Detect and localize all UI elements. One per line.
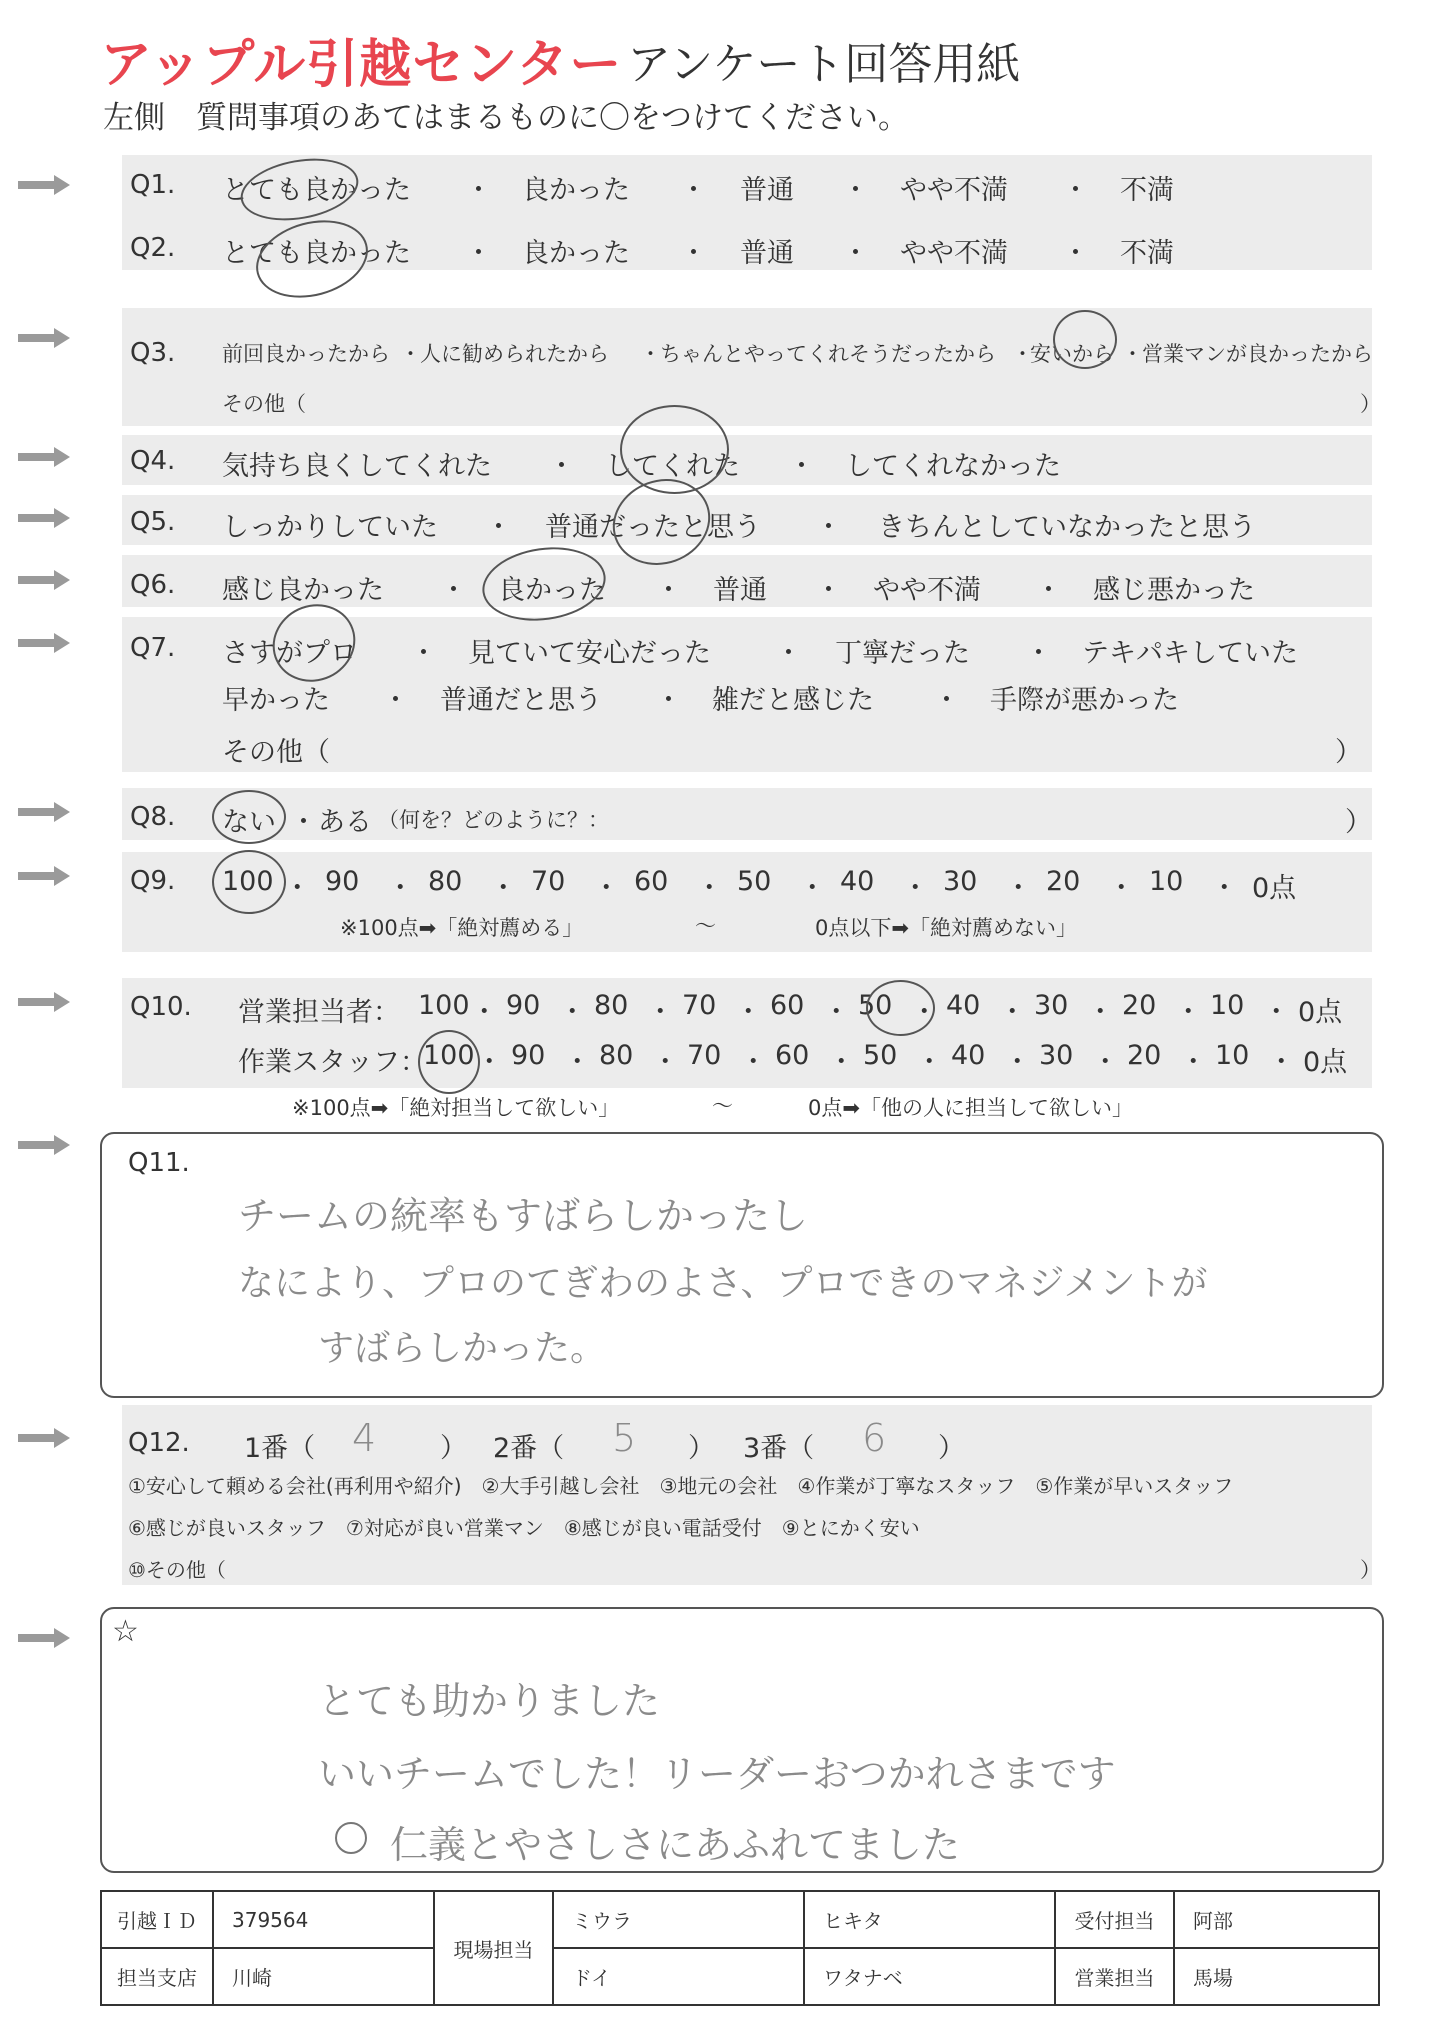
separator-dot: ・ [739,1047,767,1078]
score-option[interactable]: 90 [325,866,360,897]
separator-dot: ・ [910,997,938,1028]
brand-title: アップル引越センター [100,35,623,95]
separator-dot: ・ [815,512,842,543]
q1-option[interactable]: 不満 [1120,175,1174,206]
q6-label: Q6. [130,570,176,600]
q12-second-value[interactable]: 5 [612,1416,637,1460]
score-option[interactable]: 20 [1127,1040,1162,1071]
separator-dot: ・ [1086,997,1114,1028]
arrow-icon [18,866,70,886]
q1-label: Q1. [130,170,176,200]
separator-dot: ・ [901,873,929,904]
separator-dot: ・ [680,175,707,206]
separator-dot: ・ [1179,1047,1207,1078]
q4-option[interactable]: 気持ち良くしてくれた [222,451,492,482]
q3-label: Q3. [130,338,176,368]
q4-option[interactable]: してくれた [605,451,740,482]
q7-option[interactable]: さすがプロ [222,638,357,669]
q11-handwriting-line: すばらしかった。 [318,1328,607,1369]
site-staff-1[interactable]: ミウラ [553,1891,804,1948]
score-option[interactable]: 0点 [1252,873,1297,904]
q11-handwriting-line: なにより、プロのてぎわのよさ、プロできのマネジメントが [238,1263,1208,1304]
score-option[interactable]: 0点 [1303,1047,1348,1078]
score-option[interactable]: 60 [775,1040,810,1071]
q11-handwriting-line: チームの統率もすばらしかったし [238,1194,809,1238]
q7-option[interactable]: 雑だと感じた [712,685,874,716]
bullet-circle-icon [335,1822,367,1854]
q7-label: Q7. [130,633,176,663]
separator-dot: ・ [1003,1047,1031,1078]
reception-label: 受付担当 [1055,1891,1174,1948]
q10-label: Q10. [130,992,192,1022]
q12-third-value[interactable]: 6 [862,1416,887,1460]
score-option[interactable]: 40 [946,990,981,1021]
footer-table [100,1890,1380,2006]
q3-other[interactable]: その他（ [222,392,306,416]
q2-option[interactable]: やや不満 [900,238,1008,269]
q2-option[interactable]: 不満 [1120,238,1174,269]
q4-option[interactable]: してくれなかった [845,451,1061,482]
branch-value[interactable]: 川崎 [213,1948,434,2005]
separator-dot: ・ [1210,873,1238,904]
q2-option[interactable]: 良かった [522,238,630,269]
separator-dot: ・ [410,638,437,669]
q12-close: ） [938,1433,965,1464]
arrow-icon [18,570,70,590]
separator-dot: ・ [842,175,869,206]
q10-note-left: ※100点➡「絶対担当して欲しい」 [292,1096,620,1120]
arrow-icon [18,508,70,528]
separator-dot: ・ [933,685,960,716]
score-option[interactable]: 30 [1039,1040,1074,1071]
separator-dot: ・ [1035,575,1062,606]
q3-option[interactable]: 人に勧められたから [420,342,609,366]
score-option[interactable]: 0点 [1298,997,1343,1028]
q12-first-label: 1番（ [244,1433,316,1464]
q1-option[interactable]: やや不満 [900,175,1008,206]
separator-dot: ・ [842,238,869,269]
separator-dot: ・ [998,997,1026,1028]
score-option[interactable]: 70 [682,990,717,1021]
separator-dot: ・ [1267,1047,1295,1078]
q9-label: Q9. [130,866,176,896]
arrow-icon [18,328,70,348]
q3-close: ） [1360,392,1381,416]
separator-dot: ・ [470,997,498,1028]
score-option[interactable]: 90 [511,1040,546,1071]
arrow-icon [18,1428,70,1448]
q5-option[interactable]: 普通だったと思う [545,512,761,543]
score-option[interactable]: 100 [418,990,470,1021]
q2-option[interactable]: 普通 [740,238,794,269]
star-icon: ☆ [112,1614,139,1649]
separator-dot: ・ [1012,342,1033,366]
separator-dot: ・ [640,342,661,366]
q3-option[interactable]: ちゃんとやってくれそうだったから [660,342,996,366]
score-option[interactable]: 10 [1215,1040,1250,1071]
q12-first-value[interactable]: 4 [352,1416,377,1460]
separator-dot: ・ [915,1047,943,1078]
q5-option[interactable]: しっかりしていた [222,512,438,543]
arrow-icon [18,175,70,195]
separator-dot: ・ [1107,873,1135,904]
q12-other[interactable]: ⑩その他（ [128,1558,226,1582]
score-option[interactable]: 40 [840,866,875,897]
score-option[interactable]: 70 [531,866,566,897]
separator-dot: ・ [400,342,421,366]
q1-option[interactable]: 普通 [740,175,794,206]
answer-circle [418,1030,480,1094]
separator-dot: ・ [734,997,762,1028]
separator-dot: ・ [563,1047,591,1078]
q6-option[interactable]: 感じ良かった [222,575,384,606]
q10-staff-label: 作業スタッフ： [238,1047,427,1078]
separator-dot: ・ [382,685,409,716]
separator-dot: ・ [827,1047,855,1078]
arrow-icon [18,1135,70,1155]
q7-other[interactable]: その他（ [222,737,330,768]
arrow-icon [18,447,70,467]
separator-dot: ・ [1262,997,1290,1028]
site-staff-3[interactable]: ヒキタ [804,1891,1055,1948]
separator-dot: ・ [798,873,826,904]
separator-dot: ・ [440,575,467,606]
q4-label: Q4. [130,446,176,476]
q12-choices-row: ①安心して頼める会社(再利用や紹介) ②大手引越し会社 ③地元の会社 ④作業が丁寧なスタッフ ⑤作業が早いスタッフ [128,1474,1234,1498]
q7-option[interactable]: 早かった [222,685,330,716]
separator-dot: ・ [655,575,682,606]
q8-detail[interactable]: （何を？どのように？： [378,808,609,832]
q5-label: Q5. [130,507,176,537]
site-staff-4[interactable]: ワタナベ [804,1948,1055,2005]
score-option[interactable]: 90 [506,990,541,1021]
comment-handwriting-line: 仁義とやさしさにあふれてました [390,1823,961,1867]
q9-note-left: ※100点➡「絶対薦める」 [340,916,584,940]
separator-dot: ・ [1174,997,1202,1028]
separator-dot: ・ [1062,175,1089,206]
separator-dot: ・ [822,997,850,1028]
score-option[interactable]: 10 [1210,990,1245,1021]
sales-value[interactable]: 馬場 [1174,1948,1379,2005]
score-option[interactable]: 60 [770,990,805,1021]
answer-circle [212,790,286,844]
score-option[interactable]: 20 [1046,866,1081,897]
score-option[interactable]: 10 [1149,866,1184,897]
score-option[interactable]: 40 [951,1040,986,1071]
q8-no[interactable]: ない [222,807,276,838]
q9-note-right: 0点以下➡「絶対薦めない」 [815,916,1077,940]
separator-dot: ・ [475,1047,503,1078]
separator-dot: ・ [485,512,512,543]
separator-dot: ・ [283,873,311,904]
q6-option[interactable]: 感じ悪かった [1093,575,1255,606]
site-staff-label: 現場担当 [434,1891,553,2005]
instruction-text: 左側 質問事項のあてはまるものに〇をつけてください。 [103,100,909,136]
separator-dot: ・ [386,873,414,904]
answer-circle [1053,310,1117,369]
q6-option[interactable]: やや不満 [873,575,981,606]
move-id-label: 引越ＩＤ [101,1891,213,1948]
q12-choices-row: ⑥感じが良いスタッフ ⑦対応が良い営業マン ⑧感じが良い電話受付 ⑨とにかく安い [128,1516,920,1540]
separator-dot: ・ [1062,238,1089,269]
arrow-icon [18,802,70,822]
separator-dot: ・ [775,638,802,669]
separator-dot: ・ [558,997,586,1028]
score-option[interactable]: 50 [863,1040,898,1071]
q8-label: Q8. [130,802,176,832]
score-option[interactable]: 80 [428,866,463,897]
score-option[interactable]: 80 [599,1040,634,1071]
separator-dot: ・ [680,238,707,269]
q2-label: Q2. [130,233,176,263]
q2-option[interactable]: とても良かった [222,238,411,269]
q3-option[interactable]: 営業マンが良かったから [1142,342,1373,366]
score-option[interactable]: 100 [423,1040,475,1071]
q12-close: ） [688,1433,715,1464]
q8-close: ） [1345,807,1372,838]
separator-dot: ・ [1091,1047,1119,1078]
q7-option[interactable]: 丁寧だった [835,638,970,669]
q5-option[interactable]: きちんとしていなかったと思う [878,512,1256,543]
separator-dot: ・ [1004,873,1032,904]
separator-dot: ・ [1122,342,1143,366]
arrow-icon [18,633,70,653]
separator-dot: ・ [695,873,723,904]
score-option[interactable]: 50 [737,866,772,897]
q3-option[interactable]: 安いから [1030,342,1114,366]
separator-dot: ・ [592,873,620,904]
branch-label: 担当支店 [101,1948,213,2005]
q7-close: ） [1335,737,1362,768]
q10-sales-label: 営業担当者： [238,997,400,1028]
separator-dot: ・ [465,238,492,269]
separator-dot: ・ [655,685,682,716]
comment-handwriting-line: いいチームでした！リーダーおつかれさまです [318,1752,1116,1796]
separator-dot: ・ [815,575,842,606]
site-staff-2[interactable]: ドイ [553,1948,804,2005]
reception-value[interactable]: 阿部 [1174,1891,1379,1948]
score-option[interactable]: 30 [943,866,978,897]
separator-dot: ・ [489,873,517,904]
score-option[interactable]: 100 [222,866,274,897]
q7-option[interactable]: 普通だと思う [440,685,602,716]
q7-option[interactable]: テキパキしていた [1082,638,1298,669]
q11-label: Q11. [128,1148,190,1178]
q7-option[interactable]: 見ていて安心だった [468,638,711,669]
q6-option[interactable]: 良かった [498,575,606,606]
separator-dot: ・ [646,997,674,1028]
separator-dot: ・ [651,1047,679,1078]
score-option[interactable]: 30 [1034,990,1069,1021]
answer-circle [866,980,935,1036]
q12-third-label: 3番（ [743,1433,815,1464]
q9-tilde: ～ [695,914,716,938]
q3-option[interactable]: 前回良かったから [222,342,390,366]
q1-option[interactable]: とても良かった [222,175,411,206]
q12-second-label: 2番（ [493,1433,565,1464]
q6-option[interactable]: 普通 [713,575,767,606]
arrow-icon [18,992,70,1012]
q1-option[interactable]: 良かった [522,175,630,206]
comment-handwriting-line: とても助かりました [318,1679,661,1723]
sales-label: 営業担当 [1055,1948,1174,2005]
form-title: アンケート回答用紙 [627,39,1021,90]
separator-dot: ・ [548,451,575,482]
q10-tilde: ～ [712,1094,733,1118]
separator-dot: ・ [1025,638,1052,669]
q12-label: Q12. [128,1428,190,1458]
score-option[interactable]: 20 [1122,990,1157,1021]
score-option[interactable]: 60 [634,866,669,897]
q8-yes[interactable]: ある [318,807,372,838]
arrow-icon [18,1628,70,1648]
separator-dot: ・ [788,451,815,482]
q10-note-right: 0点➡「他の人に担当して欲しい」 [808,1096,1133,1120]
score-option[interactable]: 80 [594,990,629,1021]
score-option[interactable]: 50 [858,990,893,1021]
q12-close: ） [440,1433,467,1464]
q7-option[interactable]: 手際が悪かった [990,685,1179,716]
q12-close: ） [1360,1558,1381,1582]
score-option[interactable]: 70 [687,1040,722,1071]
separator-dot: ・ [290,807,317,838]
separator-dot: ・ [465,175,492,206]
answer-circle [212,850,286,914]
answer-circle [478,540,611,629]
move-id-value[interactable]: 379564 [213,1891,434,1948]
